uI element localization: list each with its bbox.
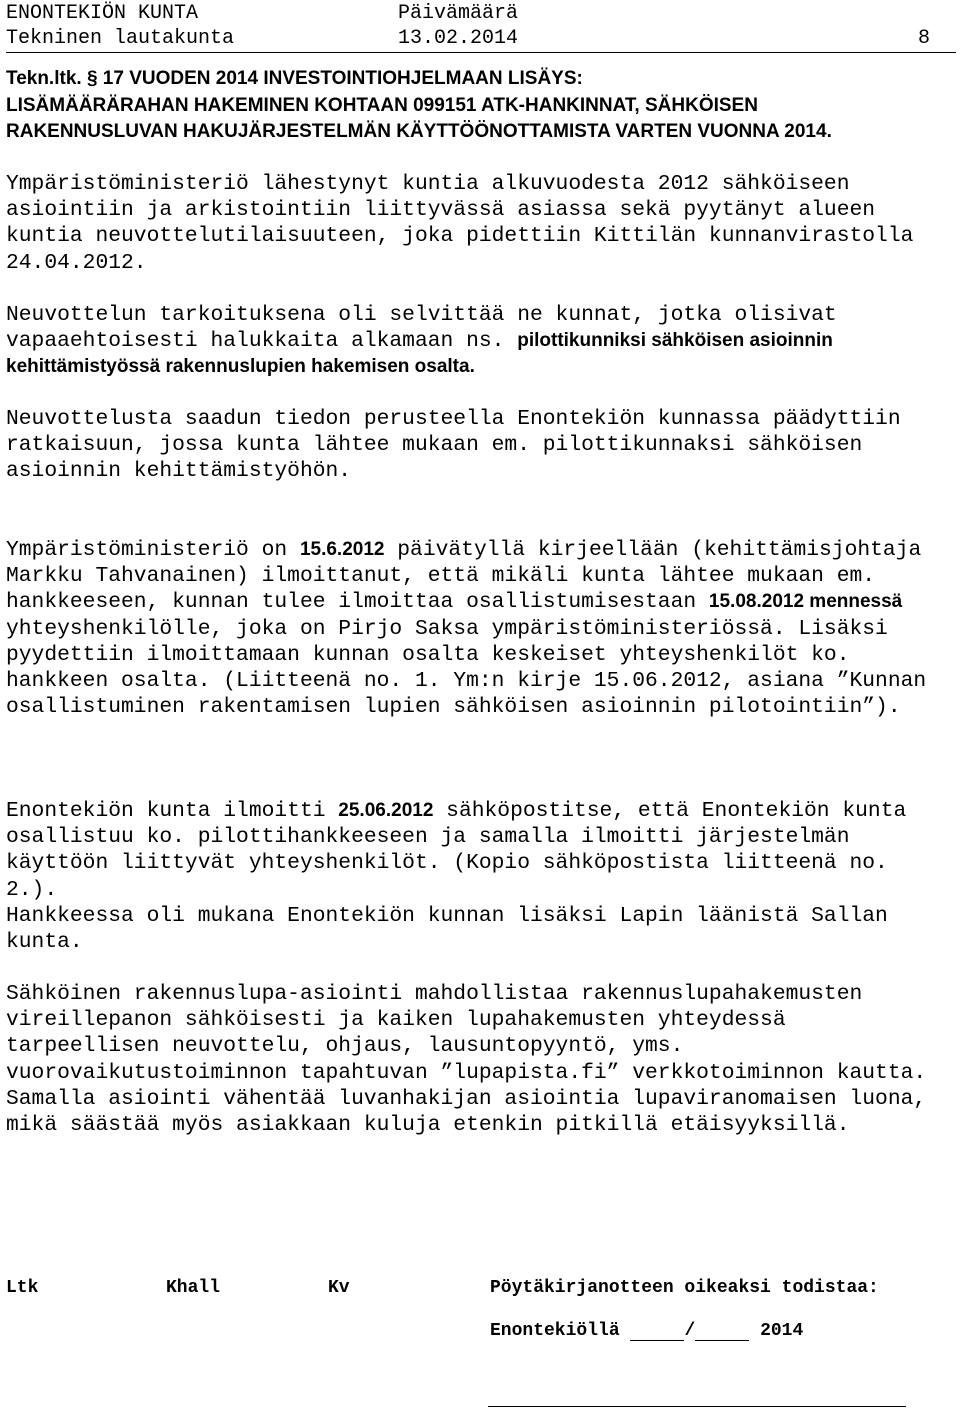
paragraph-4-text-e: yhteyshenkilölle, joka on Pirjo Saksa ympäristöministeriössä. Lisäksi pyydettiin ilmoittamaan kunnan osalta keskeiset yhteyshenkilöt ko. hankkeen osalta. (Liitteenä no. 1. Ym:n kirje 15.06.2012, asiana ”Kunnan osallistuminen rakentamisen lupien sähköisen asioinnin pilotointiin”). bbox=[6, 616, 927, 720]
section-title bbox=[6, 66, 951, 146]
paragraph-5 bbox=[6, 798, 951, 955]
paragraph-5-date-bold: 25.06.2012 bbox=[338, 800, 434, 821]
title-line-2: LISÄMÄÄRÄRAHAN HAKEMINEN KOHTAAN 099151 ATK-HANKINNAT, SÄHKÖISEN bbox=[6, 94, 758, 116]
page-number: 8 bbox=[918, 27, 931, 50]
paragraph-5-text-a: Enontekiön kunta ilmoitti bbox=[6, 799, 326, 823]
day-blank bbox=[630, 1322, 684, 1341]
signature-line bbox=[488, 1406, 906, 1407]
signature-place-date bbox=[490, 1321, 803, 1341]
paragraph-2 bbox=[6, 302, 951, 381]
date-slash: / bbox=[684, 1321, 696, 1341]
paragraph-4 bbox=[6, 537, 951, 720]
signature-year: 2014 bbox=[760, 1321, 804, 1341]
title-line-3: RAKENNUSLUVAN HAKUJÄRJESTELMÄN KÄYTTÖÖNOTTAMISTA VARTEN VUONNA 2014. bbox=[6, 121, 832, 142]
meeting-date: 13.02.2014 bbox=[398, 27, 519, 50]
paragraph-4-deadline-bold: 15.08.2012 mennessä bbox=[708, 591, 903, 613]
footer-khall: Khall bbox=[166, 1278, 221, 1298]
paragraph-6-text-b: Samalla asiointi vähentää luvanhakijan asiointia lupaviranomaisen luona, mikä säästää myös asiakkaan kuluja etenkin pitkillä etäisyyksillä. bbox=[6, 1086, 927, 1138]
section-sign: § bbox=[86, 68, 98, 89]
paragraph-4-date-bold: 15.6.2012 bbox=[299, 539, 385, 560]
paragraph-5-text-d: Hankkeessa oli mukana Enontekiön kunnan lisäksi Lapin läänistä Sallan kunta. bbox=[6, 903, 888, 955]
certification-label: Pöytäkirjanotteen oikeaksi todistaa: bbox=[490, 1278, 879, 1298]
board-name: Tekninen lautakunta bbox=[6, 27, 235, 50]
paragraph-5-text-c: sähköpostitse, että Enontekiön kunta osallistuu ko. pilottihankkeeseen ja samalla ilmoitti järjestelmän käyttöön liittyvät yhteyshenkilöt. (Kopio sähköpostista liitteenä no. 2.). bbox=[6, 799, 907, 902]
month-blank bbox=[695, 1322, 749, 1341]
paragraph-4-text-a: Ympäristöministeriö on bbox=[6, 538, 288, 562]
paragraph-2-bold: pilottikunniksi sähköisen asioinnin kehittämistyössä rakennuslupien hakemisen osalta. bbox=[6, 330, 833, 378]
footer-kv: Kv bbox=[328, 1278, 350, 1298]
paragraph-6 bbox=[6, 981, 951, 1138]
title-ref: Tekn.ltk. bbox=[6, 68, 82, 89]
paragraph-3: Neuvottelusta saadun tiedon perusteella Enontekiön kunnassa päädyttiin ratkaisuun, jossa kunta lähtee mukaan em. pilottikunnaksi sähköisen asioinnin kehittämistyöhön. bbox=[6, 407, 901, 484]
date-label: Päivämäärä bbox=[398, 2, 519, 25]
paragraph-6-text-a: Sähköinen rakennuslupa-asiointi mahdollistaa rakennuslupahakemusten vireillepanon sähköisesti ja kaiken lupahakemusten yhteydessä tarpeellisen neuvottelu, ohjaus, lausuntopyyntö, yms. vuorovaikutustoiminnon tapahtuvan ”lupapista.fi” verkkotoiminnon kautta. bbox=[6, 982, 927, 1085]
header-divider bbox=[6, 52, 956, 53]
footer-ltk: Ltk bbox=[6, 1278, 39, 1298]
place-name: Enontekiöllä bbox=[490, 1321, 620, 1341]
paragraph-1: Ympäristöministeriö lähestynyt kuntia alkuvuodesta 2012 sähköiseen asiointiin ja arkistointiin liittyvässä asiassa sekä pyytänyt alueen kuntia neuvottelutilaisuuteen, joka pidettiin Kittilän kunnanvirastolla 24.04.2012. bbox=[6, 172, 914, 275]
title-line-1 bbox=[6, 66, 951, 93]
title-line-1-text: 17 VUODEN 2014 INVESTOINTIOHJELMAAN LISÄYS: bbox=[97, 68, 583, 89]
municipality-name: ENONTEKIÖN KUNTA bbox=[6, 2, 199, 25]
paragraph-2-text: Neuvottelun tarkoituksena oli selvittää ne kunnat, jotka olisivat vapaaehtoisesti halukkaita alkamaan ns. bbox=[6, 303, 837, 354]
paragraph-4-text-c: päivätyllä kirjeellään (kehittämisjohtaja Markku Tahvanainen) ilmoittanut, että mikäli kunta lähtee mukaan em. hankkeeseen, kunnan tulee ilmoittaa osallistumisestaan bbox=[6, 538, 922, 615]
